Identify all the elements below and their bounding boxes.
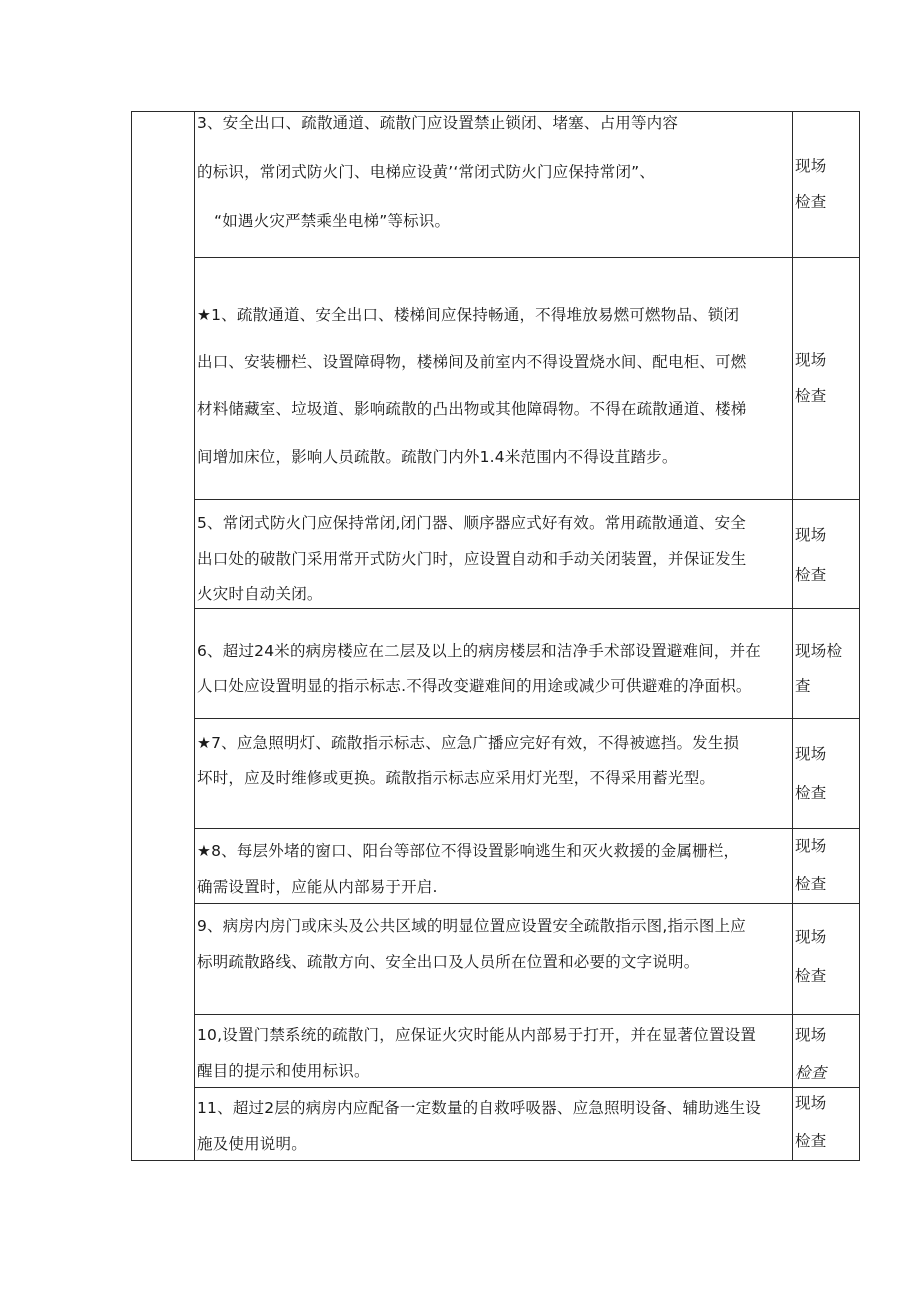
column-divider-content xyxy=(194,111,195,1161)
check-method-line: 检查 xyxy=(795,967,827,985)
requirement-text-line: 坏时，应及时维修或更换。疏散指示标志应采用灯光型，不得采用蓄光型。 xyxy=(197,769,716,787)
row-divider xyxy=(194,828,860,829)
requirement-text-line: 材料储藏室、垃圾道、影响疏散的凸出物或其他障碍物。不得在疏散通道、楼梯 xyxy=(197,400,747,418)
requirement-text-line: 3、安全出口、疏散通道、疏散门应设置禁止锁闭、堵塞、占用等内容 xyxy=(197,114,679,132)
table-border-left xyxy=(131,111,132,1161)
table-border-bottom xyxy=(131,1160,860,1161)
table-border-right xyxy=(859,111,860,1161)
row-divider xyxy=(194,1087,860,1088)
requirement-text-line: 人口处应设置明显的指示标志.不得改变避难间的用途或减少可供避难的净面枳。 xyxy=(197,677,752,695)
requirement-text-line: 间增加床位，影响人员疏散。疏散门内外1.4米范围内不得设苴踏步。 xyxy=(197,448,678,466)
check-method-line: 现场 xyxy=(795,837,827,855)
requirement-text-line: 出口处的破散门采用常开式防火门时，应设置自动和手动关闭装置，并保证发生 xyxy=(197,550,747,568)
check-method-line: 检查 xyxy=(795,387,827,405)
check-method-line: 检查 xyxy=(795,784,827,802)
requirement-text-line: 施及使用说明。 xyxy=(197,1135,307,1153)
requirement-text-line: 5、常闭式防火门应保持常闭,闭门器、顺序器应式好有效。常用疏散通道、安全 xyxy=(197,514,746,532)
requirement-text-line: 的标识，常闭式防火门、电梯应设黄’‘常闭式防火门应保持常闭”、 xyxy=(197,163,656,181)
column-divider-method xyxy=(792,111,793,1161)
requirement-text-line: 出口、安装栅栏、设置障碍物，楼梯间及前室内不得设置烧水间、配电柜、可燃 xyxy=(197,353,747,371)
table-border-top xyxy=(131,111,860,112)
requirement-text-line: 醒目的提示和使用标识。 xyxy=(197,1062,370,1080)
row-divider xyxy=(194,499,860,500)
requirement-text-line: ★7、应急照明灯、疏散指示标志、应急广播应完好有效，不得被遮挡。发生损 xyxy=(197,734,740,752)
row-divider xyxy=(194,257,860,258)
row-divider xyxy=(194,718,860,719)
requirement-text-line: ★8、每层外堵的窗口、阳台等部位不得设置影响逃生和灭火救援的金属栅栏， xyxy=(197,842,740,860)
row-divider xyxy=(194,1014,860,1015)
requirement-text-line: ★1、疏散通道、安全出口、楼梯间应保持畅通，不得堆放易燃可燃物品、锁闭 xyxy=(197,306,740,324)
check-method-line: 检查 xyxy=(795,1064,827,1082)
check-method-line: 现场检 xyxy=(795,642,843,660)
requirement-text-line: 火灾时自动关闭。 xyxy=(197,585,323,603)
check-method-line: 现场 xyxy=(795,526,827,544)
check-method-line: 现场 xyxy=(795,928,827,946)
check-method-line: 现场 xyxy=(795,745,827,763)
requirement-text-line: 6、超过24米的病房楼应在二层及以上的病房楼层和洁净手术部设置避难间，并在 xyxy=(197,642,761,660)
requirement-text-line: 10,设置门禁系统的疏散门，应保证火灾时能从内部易于打开，并在显著位置设置 xyxy=(197,1026,757,1044)
check-method-line: 查 xyxy=(795,677,811,695)
requirement-text-line: 标明疏散路线、疏散方向、安全出口及人员所在位置和必要的文字说明。 xyxy=(197,953,700,971)
check-method-line: 现场 xyxy=(795,157,827,175)
check-method-line: 现场 xyxy=(795,1094,827,1112)
check-method-line: 检查 xyxy=(795,566,827,584)
requirement-text-line: 11、超过2层的病房内应配备一定数量的自救呼吸器、应急照明设备、辅助逃生设 xyxy=(197,1099,761,1117)
check-method-line: 现场 xyxy=(795,351,827,369)
row-divider xyxy=(194,903,860,904)
check-method-line: 检查 xyxy=(795,193,827,211)
requirement-text-line: 确需设置时，应能从内部易于开启. xyxy=(197,878,438,896)
check-method-line: 现场 xyxy=(795,1026,827,1044)
check-method-line: 检查 xyxy=(795,875,827,893)
requirement-text-line: 9、病房内房门或床头及公共区域的明显位置应设置安全疏散指示图,指示图上应 xyxy=(197,917,746,935)
row-divider xyxy=(194,608,860,609)
requirement-text-line: “如遇火灾严禁乘坐电梯”等标识。 xyxy=(214,212,451,230)
check-method-line: 检查 xyxy=(795,1132,827,1150)
